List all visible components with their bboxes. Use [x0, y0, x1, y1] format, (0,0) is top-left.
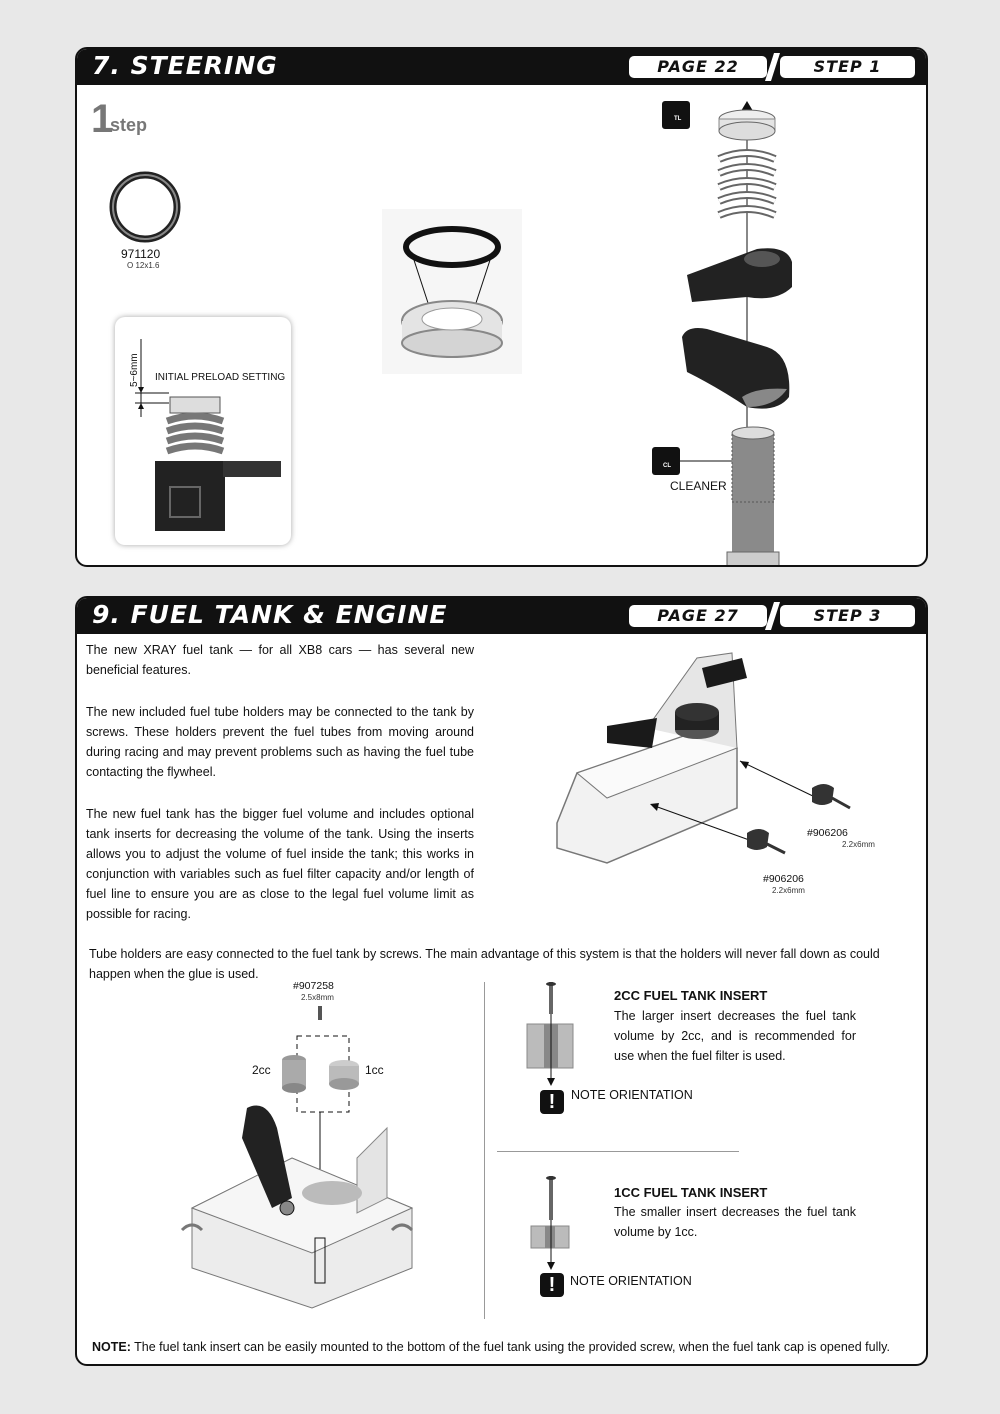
section-header [77, 49, 926, 85]
oring-illustration [107, 169, 183, 245]
insert-1cc-description: The smaller insert decreases the fuel tank volume by 1cc. [614, 1205, 856, 1239]
step-reference: STEP 1 [780, 56, 915, 78]
shock-preload-illustration [115, 317, 291, 545]
fuel-tank-illustration [547, 648, 907, 908]
insert-2cc-title: 2CC FUEL TANK INSERT [614, 988, 768, 1003]
note-orientation-2: NOTE ORIENTATION [570, 1274, 692, 1288]
warning-icon: ! [540, 1273, 564, 1297]
insert-mounting-illustration [172, 998, 502, 1328]
row-divider [497, 1151, 739, 1152]
cl-badge: CL [663, 463, 671, 469]
section-title: 7. STEERING [92, 51, 278, 80]
label-2cc: 2cc [252, 1063, 271, 1077]
note-label: NOTE: [92, 1340, 131, 1354]
label-1cc: 1cc [365, 1063, 384, 1077]
divider-slash [765, 53, 780, 81]
insert-screw-part: #907258 [293, 980, 334, 992]
cleaner-label: CLEANER [670, 479, 727, 493]
divider-slash [765, 602, 780, 630]
tube-holder-screw-2-part: #906206 [763, 873, 804, 885]
step-reference: STEP 3 [780, 605, 915, 627]
oring-part-number: 971120 [121, 247, 161, 261]
preload-label: INITIAL PRELOAD SETTING [155, 372, 286, 383]
volume-paragraph: The new fuel tank has the bigger fuel volume and includes optional tank inserts for decreasing the volume of the tank. Using the inserts allows you to adjust the volume of fuel inside the tank; this works in conjunction with variables such as fuel filter capacity and/or length of fuel line to ensure you are as close to the legal fuel volume limit as possible for racing. [86, 807, 474, 921]
section-title: 9. FUEL TANK & ENGINE [92, 600, 448, 629]
page-reference: PAGE 22 [629, 56, 767, 78]
preload-range: 5~6mm [129, 353, 140, 387]
section-header [77, 598, 926, 634]
warning-icon: ! [540, 1090, 564, 1114]
tube-holder-screw-2-size: 2.2x6mm [772, 886, 805, 895]
preload-detail-card [115, 317, 291, 545]
oring-size: O 12x1.6 [127, 261, 160, 270]
insert-1cc-title: 1CC FUEL TANK INSERT [614, 1185, 768, 1200]
note-text: The fuel tank insert can be easily mounted to the bottom of the fuel tank using the provided screw, when the fuel tank cap is opened fully. [134, 1340, 890, 1354]
tube-holder-screw-1-size: 2.2x6mm [842, 840, 875, 849]
intro-paragraph: The new XRAY fuel tank — for all XB8 cars — has several new beneficial features. [86, 643, 474, 677]
oring-install-illustration [382, 209, 522, 374]
tube-holder-screw-1-part: #906206 [807, 827, 848, 839]
insert-1cc-illustration [517, 1176, 587, 1276]
oring-install-box [382, 209, 522, 374]
column-divider [484, 982, 485, 1319]
bottom-note [92, 1340, 890, 1354]
insert-screw-size: 2.5x8mm [301, 993, 334, 1002]
steering-exploded-illustration [647, 97, 877, 567]
page-reference: PAGE 27 [629, 605, 767, 627]
steering-section [75, 47, 928, 567]
holders-paragraph: The new included fuel tube holders may be connected to the tank by screws. These holders prevent the fuel tubes from moving around during racing and may prevent problems such as having the fuel tube contacting the flywheel. [86, 705, 474, 779]
step-word: step [110, 115, 148, 135]
step-number: 1 [91, 97, 114, 141]
tube-holder-note: Tube holders are easy connected to the fuel tank by screws. The main advantage of this system is that the holders will never fall down as could happen when the glue is used. [89, 947, 880, 981]
fuel-tank-section [75, 596, 928, 1366]
insert-2cc-illustration [517, 982, 587, 1082]
note-orientation-1: NOTE ORIENTATION [571, 1088, 693, 1102]
tl-badge: TL [674, 116, 682, 122]
insert-2cc-description: The larger insert decreases the fuel tank volume by 2cc, and is recommended for use when the fuel filter is used. [614, 1009, 856, 1063]
